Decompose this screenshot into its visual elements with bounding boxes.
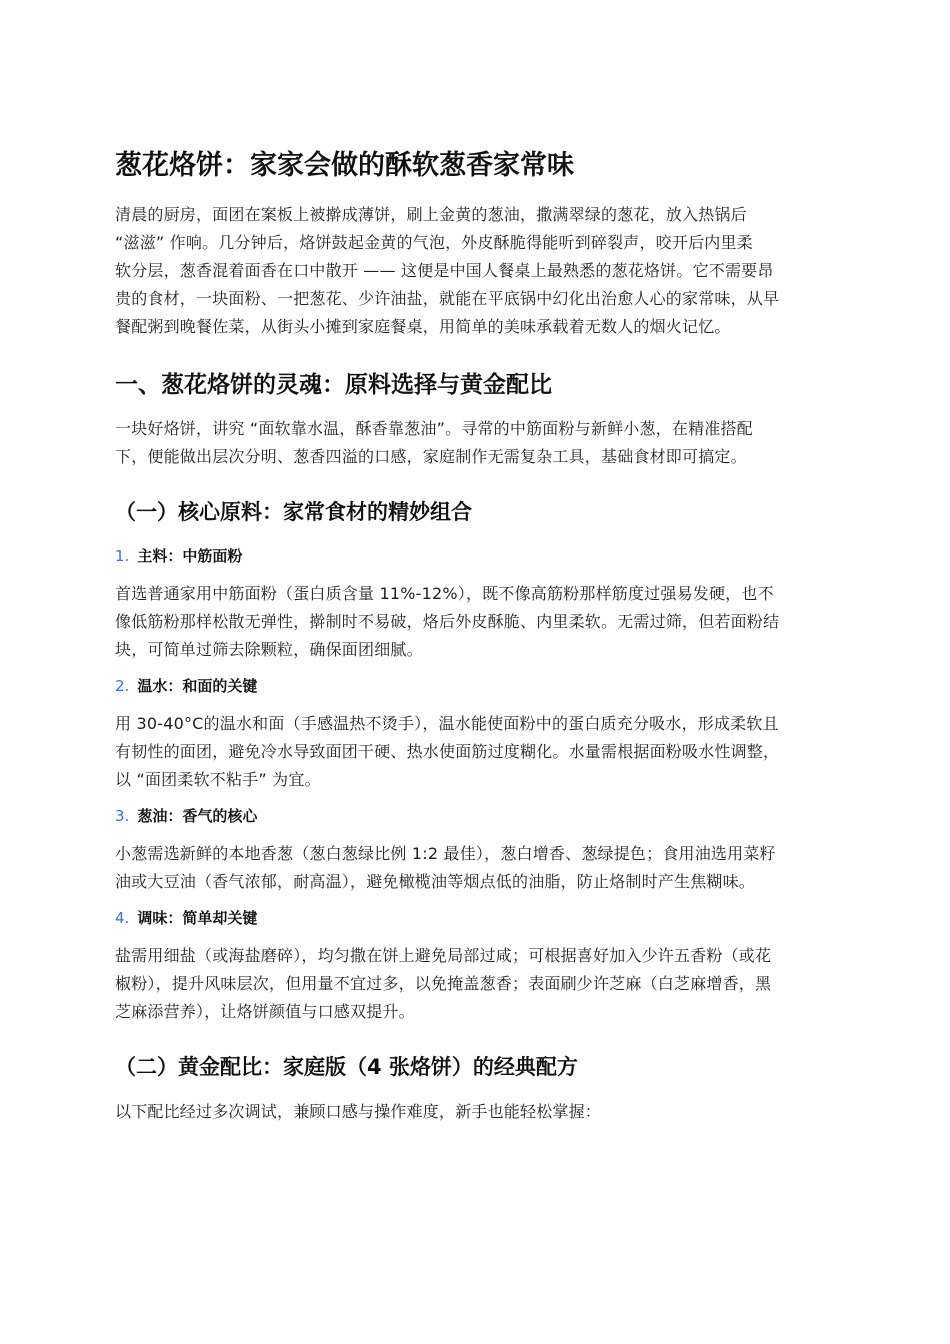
- list-item-heading: [115, 906, 257, 930]
- list-label: 调味：简单却关键: [137, 909, 258, 927]
- intro-line: 餐配粥到晚餐佐菜，从街头小摊到家庭餐桌，用简单的美味承载着无数人的烟火记忆。: [115, 317, 731, 336]
- list-item-heading: [115, 544, 242, 568]
- paragraph-line: 芝麻添营养），让烙饼颜值与口感双提升。: [115, 1002, 415, 1021]
- subsection-heading: （二）黄金配比：家庭版（4 张烙饼）的经典配方: [115, 1055, 578, 1079]
- list-label: 葱油：香气的核心: [137, 807, 258, 825]
- list-item-body: [115, 710, 839, 794]
- subsection-heading: （一）核心原料：家常食材的精妙组合: [115, 500, 472, 524]
- list-item-body: [115, 840, 839, 896]
- paragraph-line: 椒粉），提升风味层次，但用量不宜过多，以免掩盖葱香；表面刷少许芝麻（白芝麻增香，黑: [115, 974, 772, 993]
- paragraph-line: 小葱需选新鲜的本地香葱（葱白葱绿比例 1:2 最佳），葱白增香、葱绿提色；食用油选用菜籽: [115, 844, 776, 863]
- list-label: 温水：和面的关键: [137, 677, 258, 695]
- section-paragraph: [115, 415, 839, 471]
- paragraph-line: 有韧性的面团，避免冷水导致面团干硬、热水使面筋过度糊化。水量需根据面粉吸水性调整，: [115, 742, 780, 761]
- paragraph-line: 以下配比经过多次调试，兼顾口感与操作难度，新手也能轻松掌握：: [115, 1102, 602, 1121]
- list-item-heading: [115, 674, 257, 698]
- list-number: 4.: [115, 909, 130, 927]
- list-label: 主料：中筋面粉: [137, 547, 243, 565]
- paragraph-line: 像低筋粉那样松散无弹性，擀制时不易破，烙后外皮酥脆、内里柔软。无需过筛，但若面粉结: [115, 612, 780, 631]
- list-number: 1.: [115, 547, 130, 565]
- intro-line: 清晨的厨房，面团在案板上被擀成薄饼，刷上金黄的葱油，撒满翠绿的葱花，放入热锅后: [115, 205, 747, 224]
- paragraph-line: 下，便能做出层次分明、葱香四溢的口感，家庭制作无需复杂工具，基础食材即可搞定。: [115, 447, 747, 466]
- intro-paragraph: [115, 201, 839, 341]
- paragraph-line: 用 30-40°C的温水和面（手感温热不烫手），温水能使面粉中的蛋白质充分吸水，形成柔软且: [115, 714, 779, 733]
- paragraph-line: 油或大豆油（香气浓郁，耐高温），避免橄榄油等烟点低的油脂，防止烙制时产生焦糊味。: [115, 872, 756, 891]
- list-item-body: [115, 580, 839, 664]
- list-item-heading: [115, 804, 257, 828]
- intro-line: 贵的食材，一块面粉、一把葱花、少许油盐，就能在平底锅中幻化出治愈人心的家常味，从早: [115, 289, 780, 308]
- paragraph-line: 块，可简单过筛去除颗粒，确保面团细腻。: [115, 640, 423, 659]
- paragraph-line: 首选普通家用中筋面粉（蛋白质含量 11%-12%），既不像高筋粉那样筋度过强易发硬，也不: [115, 584, 774, 603]
- list-number: 2.: [115, 677, 130, 695]
- intro-line: “滋滋” 作响。几分钟后，烙饼鼓起金黄的气泡，外皮酥脆得能听到碎裂声，咬开后内里柔: [115, 233, 753, 252]
- intro-line: 软分层，葱香混着面香在口中散开 —— 这便是中国人餐桌上最熟悉的葱花烙饼。它不需要昂: [115, 261, 774, 280]
- section-paragraph: [115, 1098, 839, 1126]
- list-item-body: [115, 942, 839, 1026]
- page-title: 葱花烙饼：家家会做的酥软葱香家常味: [115, 150, 574, 181]
- section-heading: 一、葱花烙饼的灵魂：原料选择与黄金配比: [115, 372, 552, 398]
- paragraph-line: 一块好烙饼，讲究 “面软靠水温，酥香靠葱油”。寻常的中筋面粉与新鲜小葱，在精准搭配: [115, 419, 753, 438]
- paragraph-line: 以 “面团柔软不粘手” 为宜。: [115, 770, 321, 789]
- list-number: 3.: [115, 807, 130, 825]
- paragraph-line: 盐需用细盐（或海盐磨碎），均匀撒在饼上避免局部过咸；可根据喜好加入少许五香粉（或花: [115, 946, 772, 965]
